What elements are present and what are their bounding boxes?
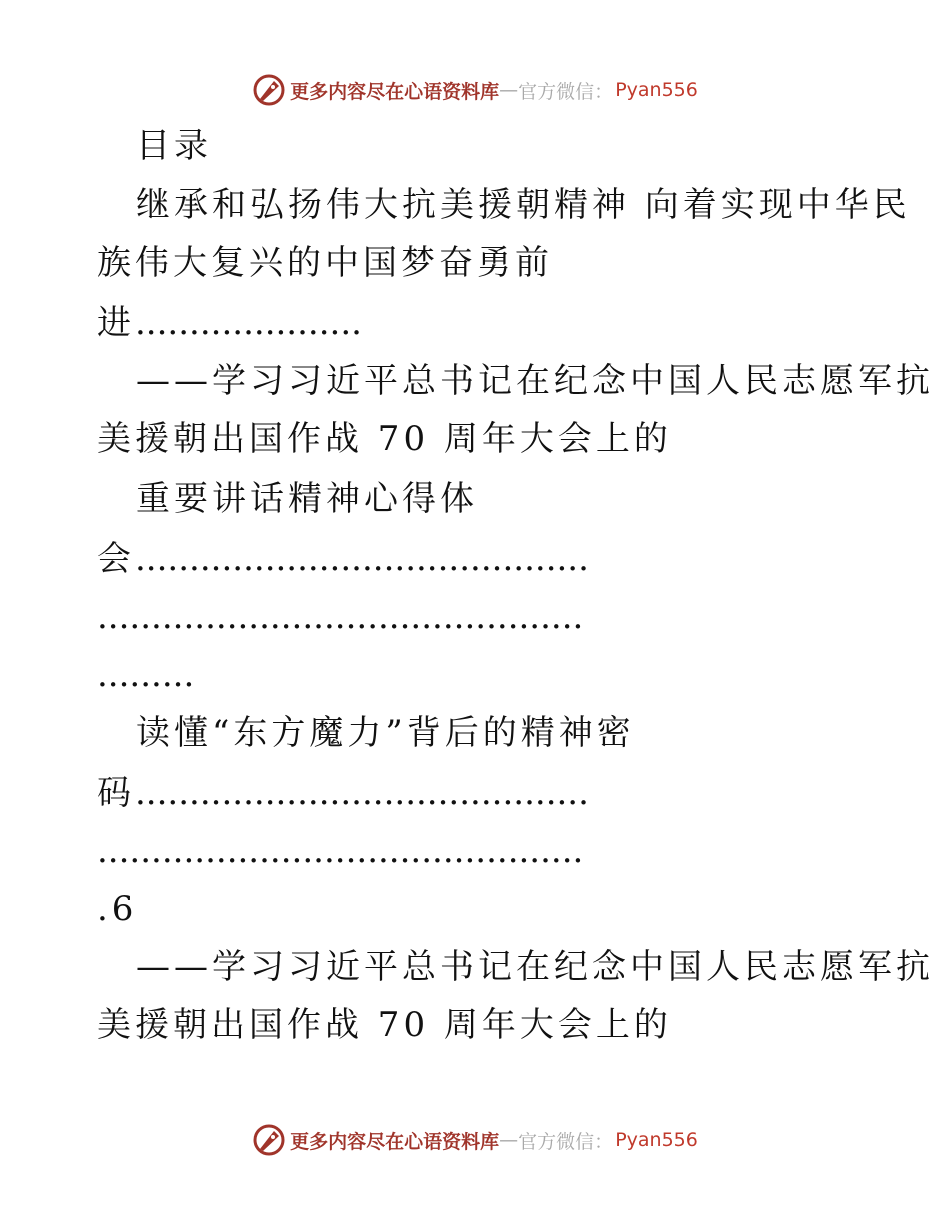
toc-entry-2-last-char: 码 (97, 773, 135, 813)
toc-entry-2-subtitle-line-2: 美援朝出国作战 70 周年大会上的 (97, 1005, 672, 1045)
pen-nib-logo-icon (252, 1123, 286, 1157)
toc-entry-2-subtitle-line-1: ——学习习近平总书记在纪念中国人民志愿军抗 (136, 947, 934, 987)
toc-entry-2-title-line-2[interactable] (97, 773, 589, 813)
toc-entry-1-title-line-2[interactable]: 族伟大复兴的中国梦奋勇前 (97, 243, 553, 283)
toc-entry-1-subtitle-line-2: 美援朝出国作战 70 周年大会上的 (97, 419, 672, 459)
toc-heading: 目录 (136, 126, 212, 166)
toc-leader-dots-line: ............................................. (97, 831, 584, 871)
header-banner (0, 70, 950, 110)
banner-dash: — (499, 1129, 519, 1151)
toc-leader-dots: .......................................... (135, 539, 589, 579)
footer-banner (0, 1120, 950, 1160)
toc-entry-1-sub-last-char: 会 (97, 539, 135, 579)
toc-entry-1-subtitle-line-4 (97, 539, 589, 579)
toc-entry-1-last-char: 进 (97, 303, 135, 343)
toc-entry-1-subtitle-line-3: 重要讲话精神心得体 (136, 479, 478, 519)
banner-wechat-id: Pyan556 (615, 79, 698, 101)
toc-leader-dots-line: ............................................. (97, 597, 584, 637)
toc-entry-2-page-number[interactable]: .6 (97, 889, 138, 929)
toc-leader-dots: .......................................... (135, 773, 589, 813)
toc-leader-dots: ..................... (135, 303, 362, 343)
toc-leader-dots-line: ......... (97, 655, 195, 695)
banner-wechat-id: Pyan556 (615, 1129, 698, 1151)
toc-entry-1-subtitle-line-1: ——学习习近平总书记在纪念中国人民志愿军抗 (136, 361, 934, 401)
toc-entry-1-title-line-3[interactable] (97, 303, 362, 343)
toc-entry-1-title-line-1[interactable]: 继承和弘扬伟大抗美援朝精神 向着实现中华民 (136, 185, 911, 225)
toc-entry-2-title-line-1[interactable]: 读懂“东方魔力”背后的精神密 (136, 713, 635, 753)
banner-secondary-text: 官方微信： (518, 1130, 614, 1153)
banner-dash: — (499, 79, 519, 101)
pen-nib-logo-icon (252, 73, 286, 107)
banner-main-text: 更多内容尽在心语资料库 (290, 80, 500, 103)
banner-secondary-text: 官方微信： (518, 80, 614, 103)
banner-main-text: 更多内容尽在心语资料库 (290, 1130, 500, 1153)
